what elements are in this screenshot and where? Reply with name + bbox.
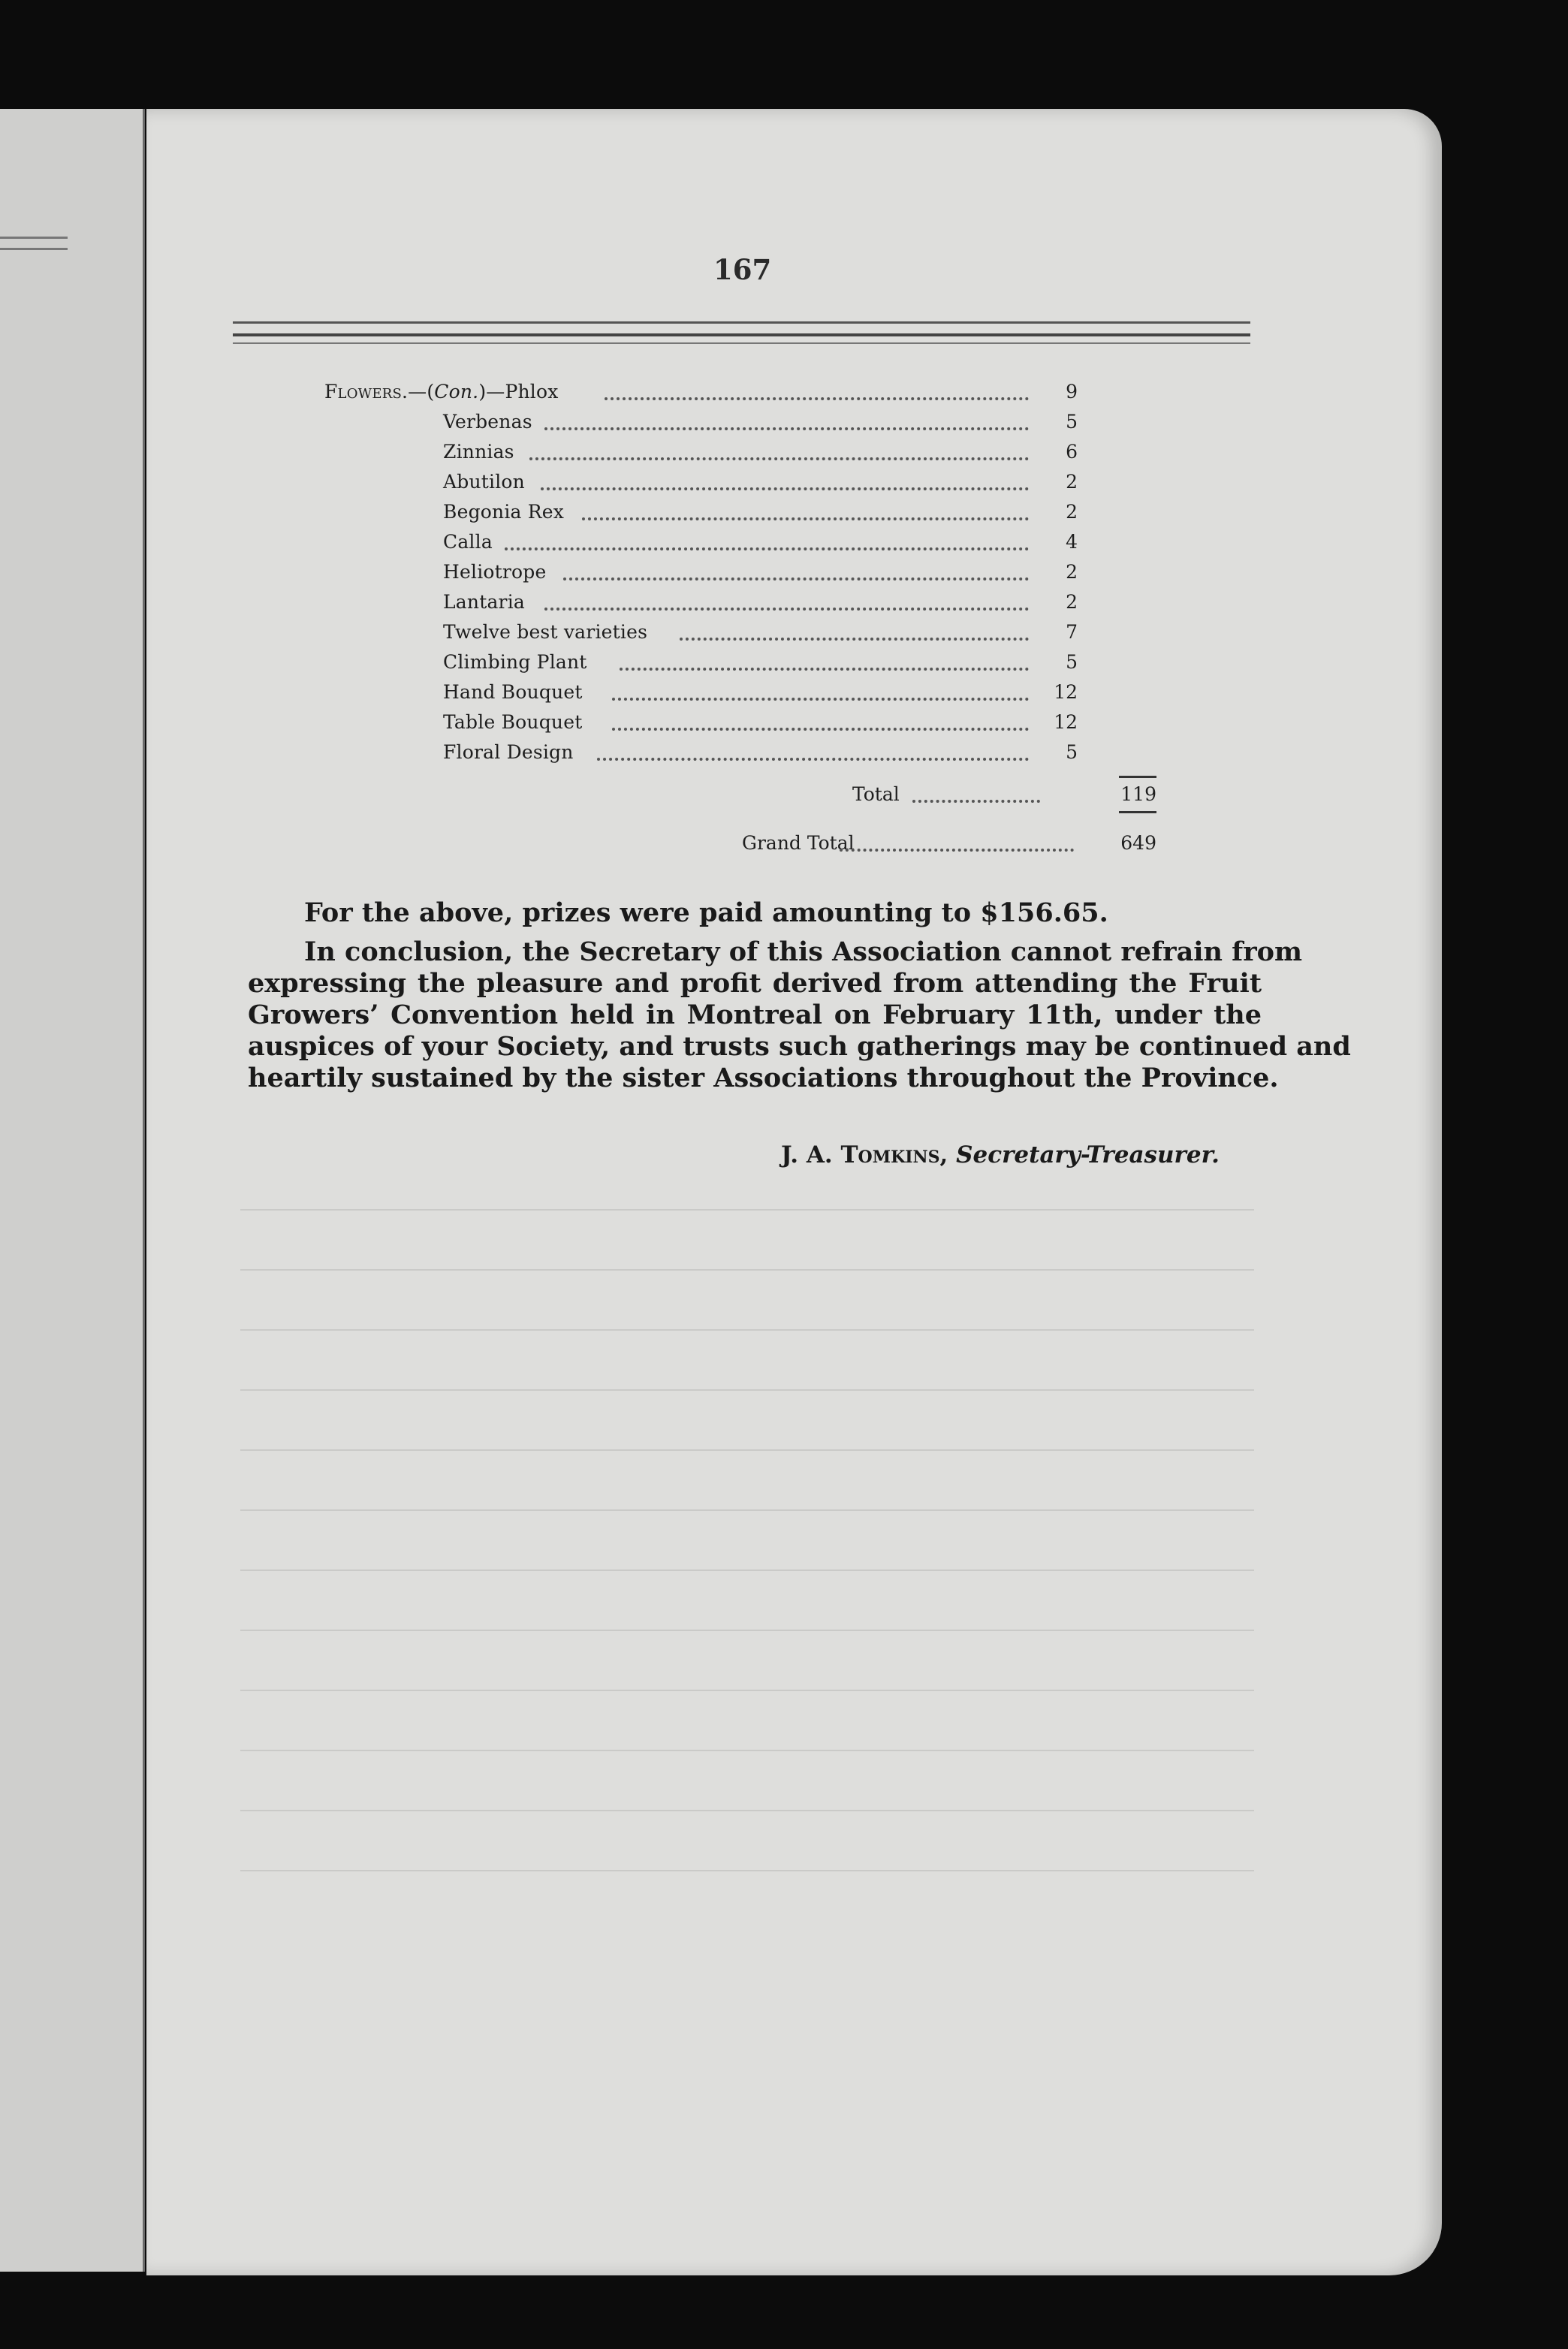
item-count: 5 bbox=[1066, 411, 1078, 433]
dot-leader bbox=[505, 547, 1029, 550]
grand-total-value: 649 bbox=[1120, 832, 1156, 854]
item-count: 5 bbox=[1066, 651, 1078, 673]
item-label: Table Bouquet bbox=[443, 711, 583, 733]
dot-leader bbox=[582, 517, 1029, 520]
item-count: 2 bbox=[1066, 501, 1078, 523]
item-label: Lantaria bbox=[443, 591, 526, 613]
item-count: 2 bbox=[1066, 561, 1078, 583]
bleed-through-line bbox=[240, 1449, 1254, 1451]
dot-leader bbox=[680, 638, 1029, 641]
dot-leader bbox=[840, 849, 1074, 852]
bleed-through-line bbox=[240, 1269, 1254, 1271]
table-row bbox=[0, 621, 1202, 650]
dot-leader bbox=[612, 698, 1029, 701]
item-count: 5 bbox=[1066, 741, 1078, 763]
bleed-through-line bbox=[240, 1810, 1254, 1811]
item-label: Calla bbox=[443, 531, 493, 553]
item-label: Floral Design bbox=[443, 741, 574, 763]
item-count: 9 bbox=[1066, 381, 1078, 403]
bleed-through-line bbox=[240, 1570, 1254, 1571]
paragraph-text: For the above, prizes were paid amounting to $156.65. bbox=[304, 897, 1108, 928]
item-count: 12 bbox=[1054, 711, 1078, 733]
dot-leader bbox=[605, 397, 1029, 400]
item-count: 2 bbox=[1066, 471, 1078, 493]
section-heading: Flowers.—(Con.)—Phlox bbox=[324, 381, 559, 403]
total-label: Total bbox=[852, 783, 900, 805]
dot-leader bbox=[612, 728, 1029, 731]
dot-leader bbox=[563, 577, 1029, 580]
table-row bbox=[0, 471, 1202, 499]
table-row bbox=[0, 651, 1202, 680]
dot-leader bbox=[620, 668, 1029, 671]
item-count: 6 bbox=[1066, 441, 1078, 463]
paragraph-line: Growers’ Convention held in Montreal on February 11th, under the bbox=[248, 1000, 1262, 1030]
signatory-title: Secretary-Treasurer. bbox=[956, 1141, 1220, 1168]
item-count: 12 bbox=[1054, 681, 1078, 703]
total-rule bbox=[1119, 776, 1156, 778]
bleed-through-line bbox=[240, 1209, 1254, 1211]
table-row bbox=[0, 711, 1202, 740]
paragraph-line: In conclusion, the Secretary of this Association cannot refrain from bbox=[304, 936, 1303, 967]
item-label: Hand Bouquet bbox=[443, 681, 583, 703]
bleed-through-line bbox=[240, 1389, 1254, 1391]
table-row bbox=[0, 561, 1202, 590]
bleed-through-line bbox=[240, 1509, 1254, 1511]
bleed-through-line bbox=[240, 1690, 1254, 1691]
left-page-rule bbox=[0, 237, 68, 239]
total-value: 119 bbox=[1120, 783, 1156, 805]
item-count: 7 bbox=[1066, 621, 1078, 643]
header-rule bbox=[233, 333, 1250, 336]
paragraph-line: auspices of your Society, and trusts such gatherings may be continued and bbox=[248, 1031, 1351, 1062]
dot-leader bbox=[541, 487, 1029, 490]
table-row bbox=[0, 681, 1202, 710]
item-label: Begonia Rex bbox=[443, 501, 565, 523]
table-row bbox=[0, 501, 1202, 529]
header-rule bbox=[233, 342, 1250, 344]
item-label: Twelve best varieties bbox=[443, 621, 648, 643]
bleed-through-line bbox=[240, 1750, 1254, 1751]
table-row bbox=[0, 591, 1202, 620]
dot-leader bbox=[912, 800, 1040, 803]
dot-leader bbox=[544, 427, 1029, 430]
item-label: Heliotrope bbox=[443, 561, 547, 583]
item-count: 4 bbox=[1066, 531, 1078, 553]
header-rule bbox=[233, 321, 1250, 324]
table-row bbox=[0, 531, 1202, 559]
item-label: Climbing Plant bbox=[443, 651, 587, 673]
dot-leader bbox=[597, 758, 1029, 761]
conclusion-paragraph bbox=[248, 936, 1351, 1094]
grand-total-label: Grand Total bbox=[742, 832, 855, 854]
bleed-through-line bbox=[240, 1630, 1254, 1631]
item-label: Zinnias bbox=[443, 441, 514, 463]
item-label: Abutilon bbox=[443, 471, 525, 493]
grand-total-rule bbox=[1119, 811, 1156, 813]
paragraph-line: heartily sustained by the sister Associations throughout the Province. bbox=[248, 1063, 1279, 1093]
page-number: 167 bbox=[713, 253, 772, 286]
signature bbox=[781, 1141, 1220, 1168]
bleed-through-line bbox=[240, 1329, 1254, 1331]
signatory-name: J. A. Tomkins, bbox=[781, 1141, 948, 1168]
bleed-through-line bbox=[240, 1870, 1254, 1871]
item-label: Verbenas bbox=[443, 411, 532, 433]
paragraph-line: expressing the pleasure and profit derived from attending the Fruit bbox=[248, 968, 1262, 999]
dot-leader bbox=[544, 608, 1029, 611]
table-row bbox=[0, 741, 1202, 770]
table-row bbox=[0, 381, 1202, 409]
item-count: 2 bbox=[1066, 591, 1078, 613]
left-page-rule bbox=[0, 248, 68, 250]
dot-leader bbox=[529, 457, 1029, 460]
prize-summary-paragraph bbox=[304, 897, 1108, 929]
table-row bbox=[0, 411, 1202, 439]
table-row bbox=[0, 441, 1202, 469]
